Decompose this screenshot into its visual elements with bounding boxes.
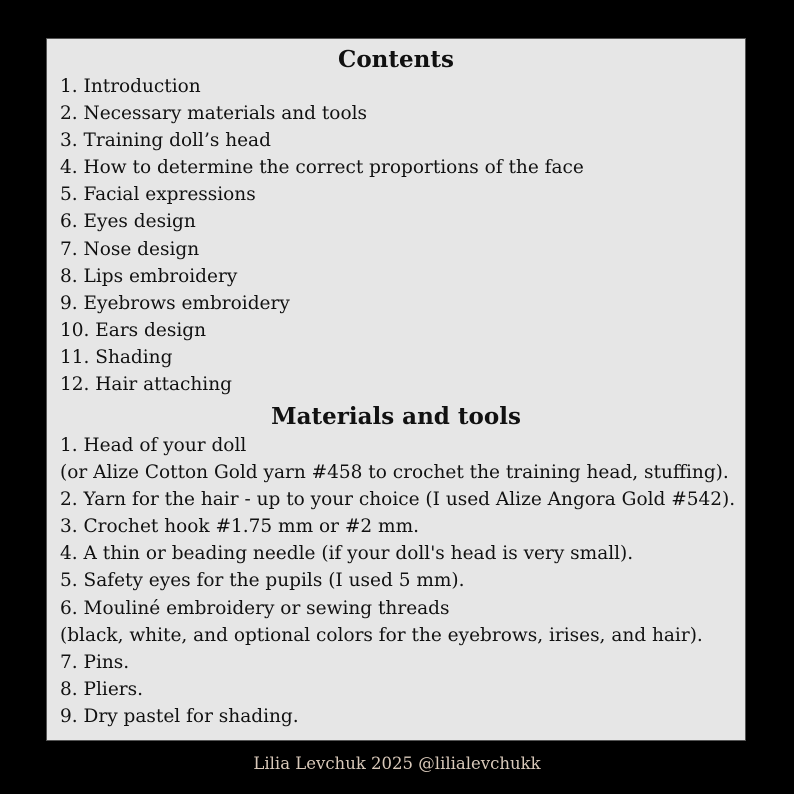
materials-item: 6. Mouliné embroidery or sewing threads — [60, 597, 450, 619]
author-credit: Lilia Levchuk 2025 @lilialevchukk — [253, 754, 541, 773]
contents-item: 7. Nose design — [60, 238, 200, 260]
contents-item: 10. Ears design — [60, 319, 207, 341]
contents-heading: Contents — [338, 46, 454, 73]
materials-item: (black, white, and optional colors for the eyebrows, irises, and hair). — [60, 624, 703, 646]
materials-item: 1. Head of your doll — [60, 435, 247, 456]
materials-item: 4. A thin or beading needle (if your doll's head is very small). — [60, 543, 634, 565]
contents-item: 3. Training doll’s head — [60, 130, 271, 152]
contents-item: 5. Facial expressions — [60, 184, 256, 206]
materials-item: 5. Safety eyes for the pupils (I used 5 mm). — [60, 570, 465, 592]
materials-item: 8. Pliers. — [60, 678, 143, 700]
materials-heading: Materials and tools — [271, 403, 521, 430]
materials-item: 2. Yarn for the hair - up to your choice (I used Alize Angora Gold #542). — [60, 489, 736, 511]
materials-item: 3. Crochet hook #1.75 mm or #2 mm. — [60, 516, 420, 538]
contents-item: 2. Necessary materials and tools — [60, 103, 367, 125]
contents-item: 12. Hair attaching — [60, 374, 232, 396]
contents-item: 4. How to determine the correct proportions of the face — [60, 157, 584, 179]
materials-item: 7. Pins. — [60, 651, 130, 673]
contents-list — [60, 73, 584, 398]
document-panel — [46, 38, 746, 741]
contents-item: 1. Introduction — [60, 76, 201, 97]
materials-list — [60, 432, 735, 730]
materials-item: 9. Dry pastel for shading. — [60, 705, 299, 727]
contents-item: 6. Eyes design — [60, 211, 196, 233]
materials-item: (or Alize Cotton Gold yarn #458 to crochet the training head, stuffing). — [60, 462, 729, 484]
contents-item: 9. Eyebrows embroidery — [60, 292, 290, 314]
contents-item: 11. Shading — [60, 346, 173, 368]
contents-item: 8. Lips embroidery — [60, 265, 238, 287]
